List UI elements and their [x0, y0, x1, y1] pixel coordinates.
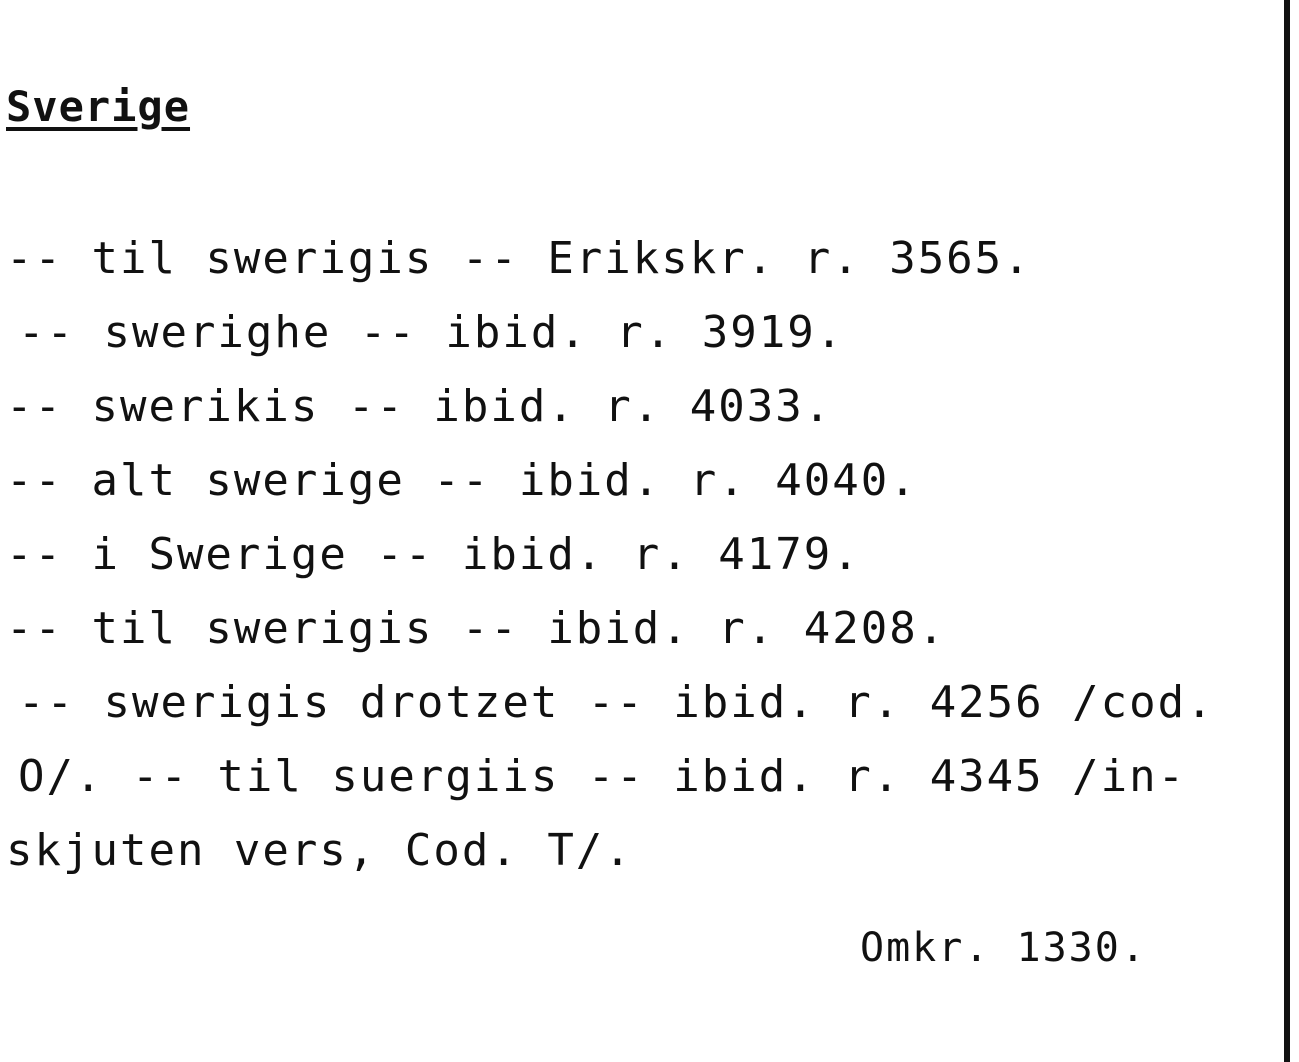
citation-list [6, 222, 1276, 888]
citation-line: -- til swerigis -- ibid. r. 4208. [6, 603, 947, 654]
citation-line: -- i Swerige -- ibid. r. 4179. [6, 529, 861, 580]
citation-line: -- swerighe -- ibid. r. 3919. [18, 307, 845, 358]
citation-line: O/. -- til suergiis -- ibid. r. 4345 /in- [18, 751, 1187, 802]
citation-line: -- swerikis -- ibid. r. 4033. [6, 381, 833, 432]
citation-line: skjuten vers, Cod. T/. [6, 825, 633, 876]
date-note: Omkr. 1330. [860, 925, 1147, 971]
citation-line: -- swerigis drotzet -- ibid. r. 4256 /cod. [18, 677, 1215, 728]
citation-line: -- til swerigis -- Erikskr. r. 3565. [6, 233, 1032, 284]
card-edge-border [1284, 0, 1290, 1062]
card-heading: Sverige [6, 82, 191, 131]
citation-line: -- alt swerige -- ibid. r. 4040. [6, 455, 918, 506]
